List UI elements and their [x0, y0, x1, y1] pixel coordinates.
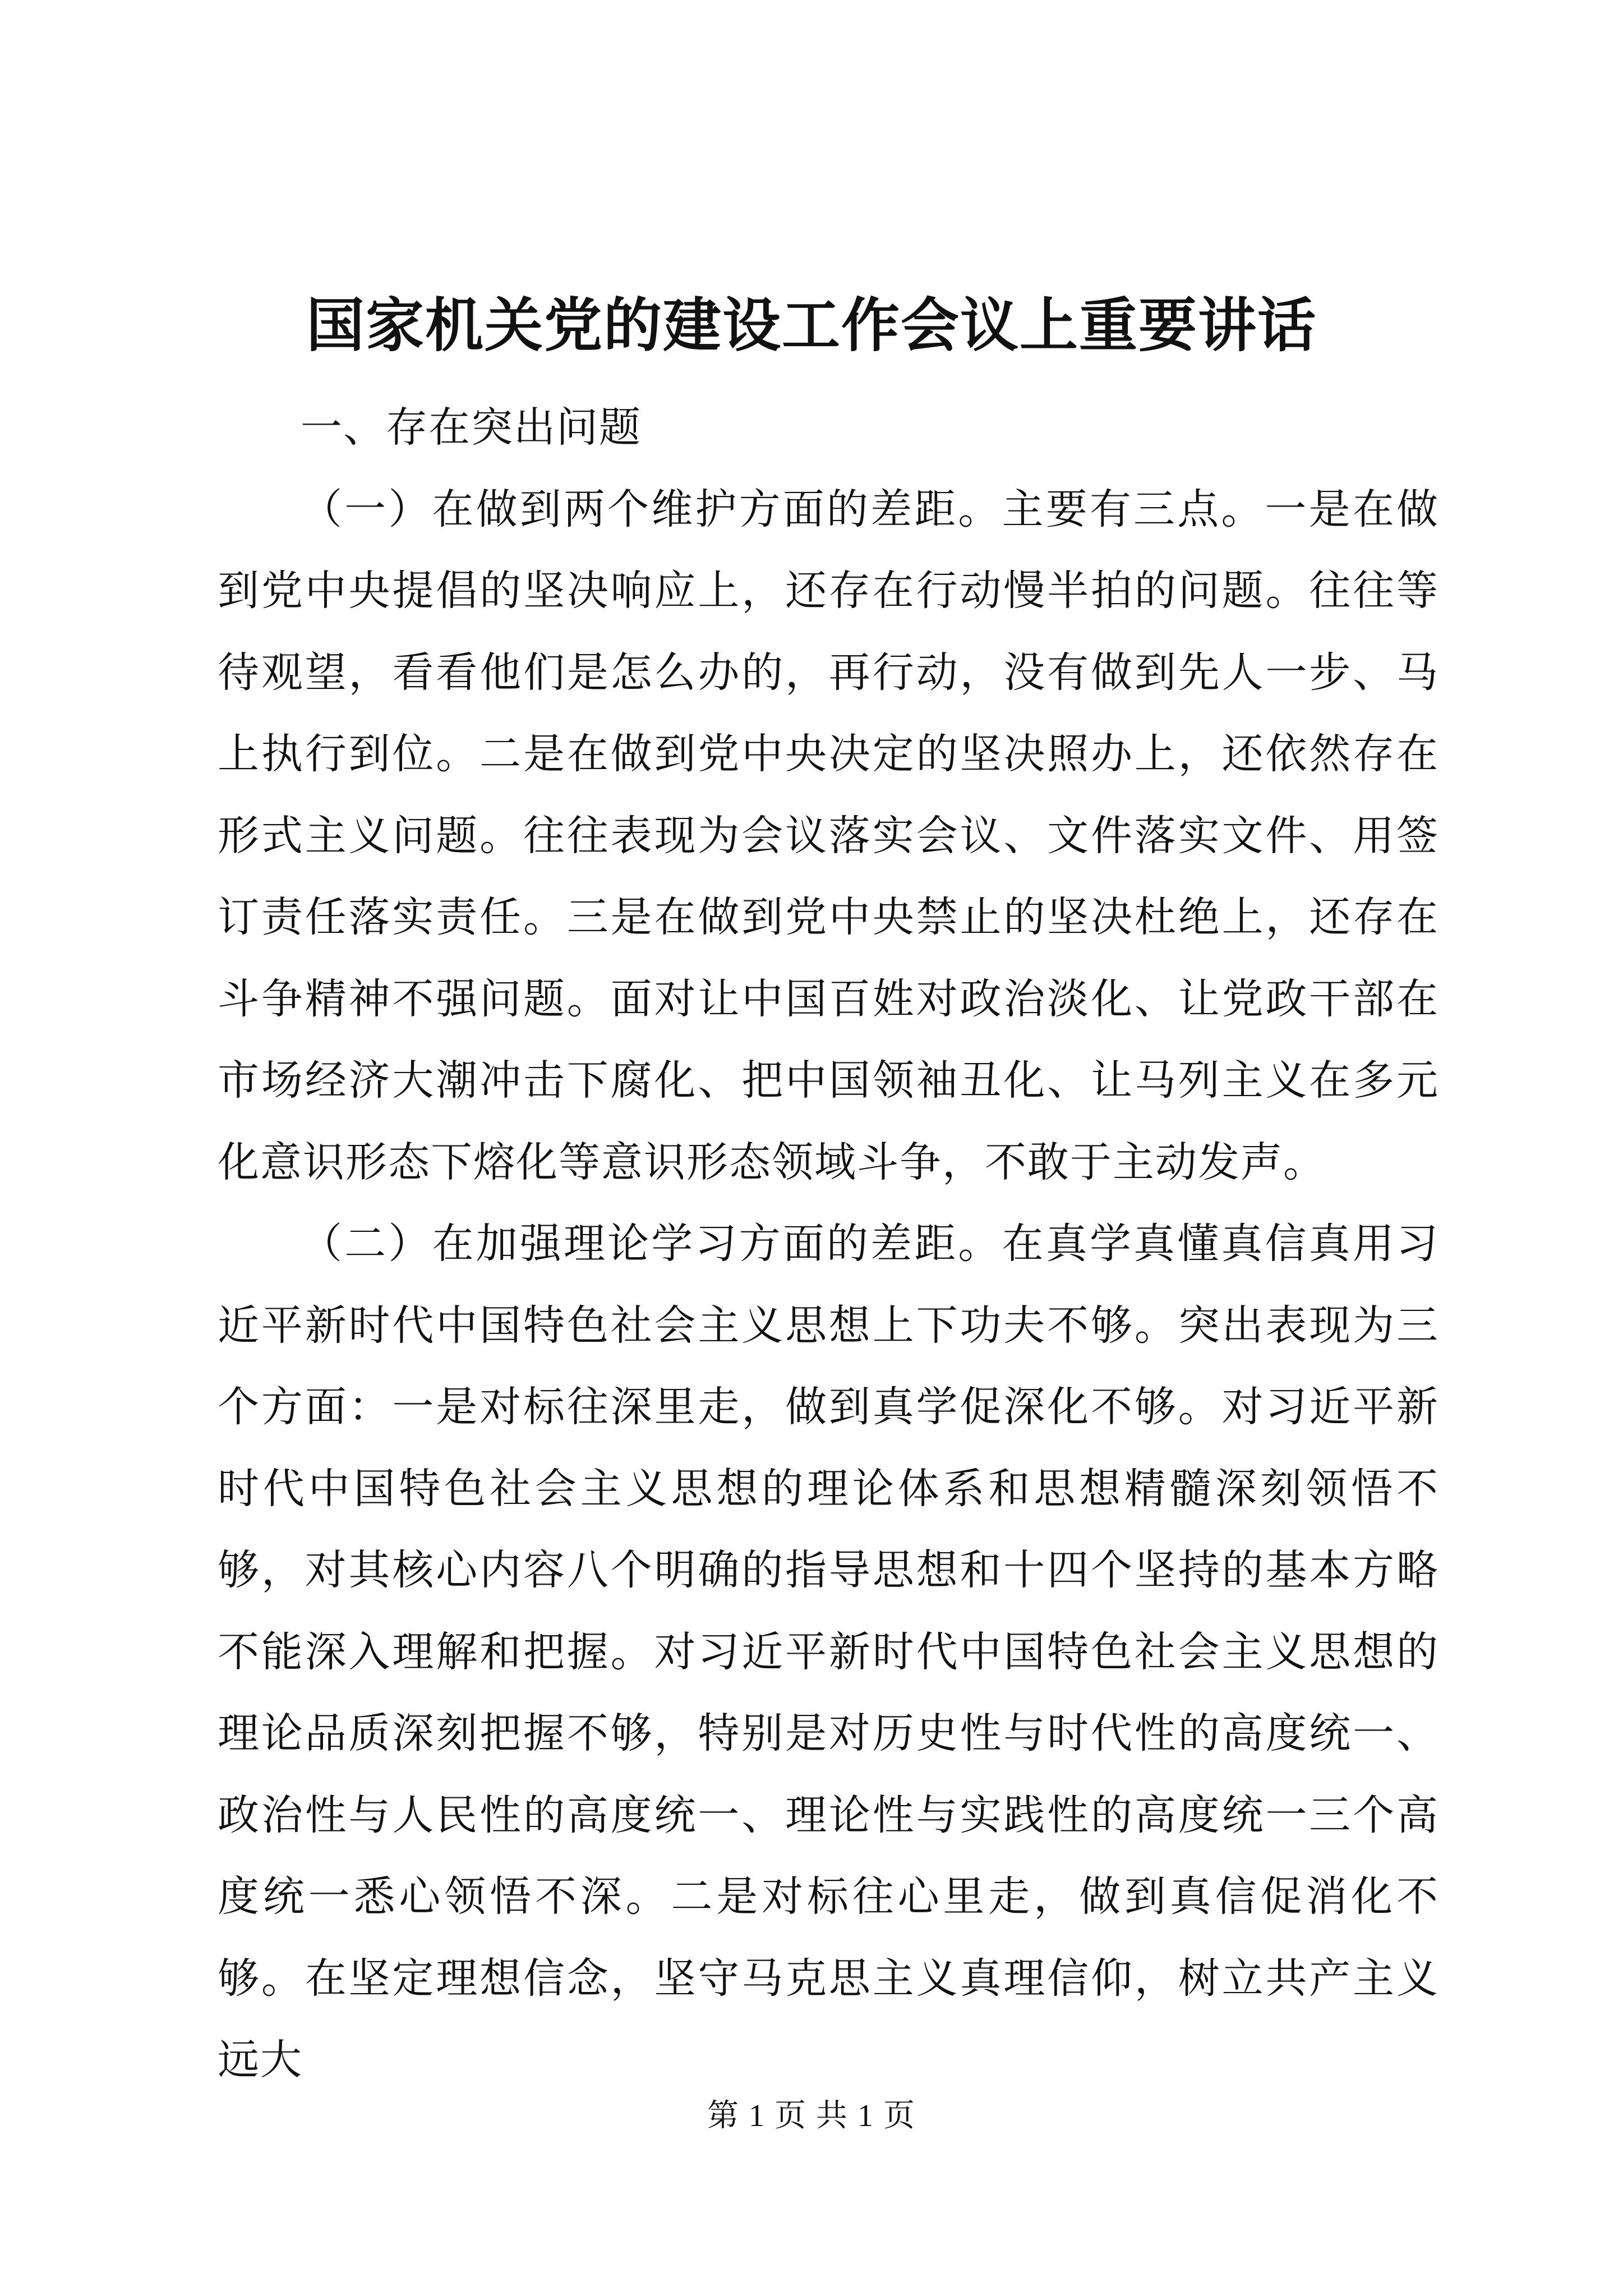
- paragraph: （一）在做到两个维护方面的差距。主要有三点。一是在做到党中央提倡的坚决响应上，还存在行动慢半拍的问题。往往等待观望，看看他们是怎么办的，再行动，没有做到先人一步、马上执行到位。二是在做到党中央决定的坚决照办上，还依然存在形式主义问题。往往表现为会议落实会议、文件落实文件、用签订责任落实责任。三是在做到党中央禁止的坚决杜绝上，还存在斗争精神不强问题。面对让中国百姓对政治淡化、让党政干部在市场经济大潮冲击下腐化、把中国领袖丑化、让马列主义在多元化意识形态下熔化等意识形态领域斗争，不敢于主动发声。: [218, 485, 1439, 1186]
- page-footer: 第 1 页 共 1 页: [707, 2099, 916, 2133]
- document-body: [218, 387, 1439, 2101]
- document-title: 国家机关党的建设工作会议上重要讲话: [306, 291, 1317, 360]
- section-heading: 一、存在突出问题: [301, 403, 642, 452]
- paragraph: （二）在加强理论学习方面的差距。在真学真懂真信真用习近平新时代中国特色社会主义思想上下功夫不够。突出表现为三个方面：一是对标往深里走，做到真学促深化不够。对习近平新时代中国特色社会主义思想的理论体系和思想精髓深刻领悟不够，对其核心内容八个明确的指导思想和十四个坚持的基本方略不能深入理解和把握。对习近平新时代中国特色社会主义思想的理论品质深刻把握不够，特别是对历史性与时代性的高度统一、政治性与人民性的高度统一、理论性与实践性的高度统一三个高度统一悉心领悟不深。二是对标往心里走，做到真信促消化不够。在坚定理想信念，坚守马克思主义真理信仰，树立共产主义远大: [218, 1220, 1439, 2084]
